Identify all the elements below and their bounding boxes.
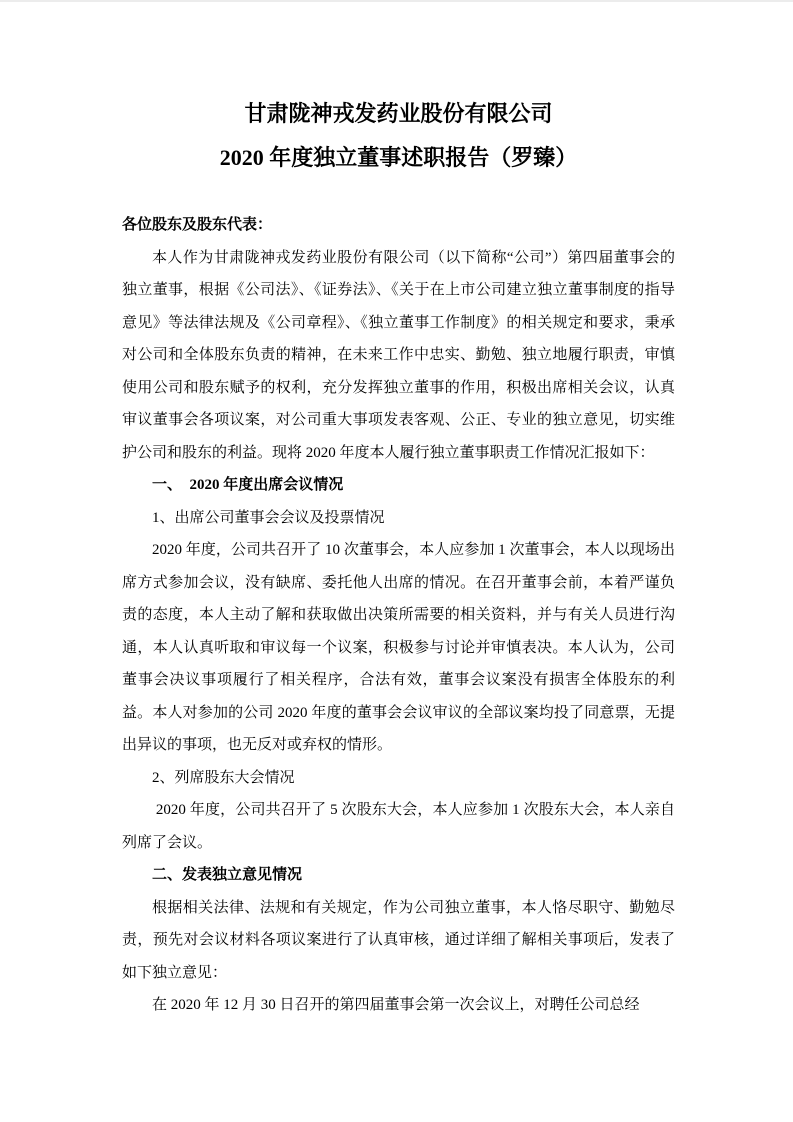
- document-title-company: 甘肃陇神戎发药业股份有限公司: [244, 101, 553, 126]
- section-1-item-2-title: 2、列席股东大会情况: [152, 769, 295, 786]
- section-1-item-1-title: 1、出席公司董事会会议及投票情况: [152, 509, 385, 526]
- section-2-intro-paragraph: 根据相关法律、法规和有关规定，作为公司独立董事，本人恪尽职守、勤勉尽责，预先对会议材料各项议案进行了认真审核，通过详细了解相关事项后，发表了如下独立意见：: [122, 899, 675, 981]
- section-1-item-1-paragraph: 2020 年度，公司共召开了 10 次董事会，本人应参加 1 次董事会，本人以现场出席方式参加会议，没有缺席、委托他人出席的情况。在召开董事会前，本着严谨负责的态度，本人主动了解和获取做出决策所需要的相关资料，并与有关人员进行沟通，本人认真听取和审议每一个议案，积极参与讨论并审慎表决。本人认为，公司董事会决议事项履行了相关程序，合法有效，董事会议案没有损害全体股东的利益。本人对参加的公司 2020 年度的董事会会议审议的全部议案均投了同意票，无提出异议的事项，也无反对或弃权的情形。: [122, 542, 675, 753]
- section-2-heading: 二、发表独立意见情况: [152, 867, 303, 883]
- intro-paragraph: 本人作为甘肃陇神戎发药业股份有限公司（以下简称“公司”）第四届董事会的独立董事，根据《公司法》、《证券法》、《关于在上市公司建立独立董事制度的指导意见》等法律法规及《公司章程》、《独立董事工作制度》的相关规定和要求，秉承对公司和全体股东负责的精神，在未来工作中忠实、勤勉、独立地履行职责，审慎使用公司和股东赋予的权利，充分发挥独立董事的作用，积极出席相关会议，认真审议董事会各项议案，对公司重大事项发表客观、公正、专业的独立意见，切实维护公司和股东的利益。现将 2020 年度本人履行独立董事职责工作情况汇报如下：: [122, 249, 675, 461]
- document-title-report: 2020 年度独立董事述职报告（罗臻）: [219, 145, 578, 170]
- document-title-block: [122, 92, 675, 180]
- document-body: [122, 209, 675, 1022]
- section-2-paragraph-1: 在 2020 年 12 月 30 日召开的第四届董事会第一次会议上，对聘任公司总经: [152, 997, 640, 1013]
- section-1-heading: 一、 2020 年度出席会议情况: [152, 477, 344, 493]
- section-1-item-2-paragraph: 2020 年度，公司共召开了 5 次股东大会，本人应参加 1 次股东大会，本人亲自列席了会议。: [122, 802, 676, 851]
- salutation: 各位股东及股东代表：: [122, 217, 273, 233]
